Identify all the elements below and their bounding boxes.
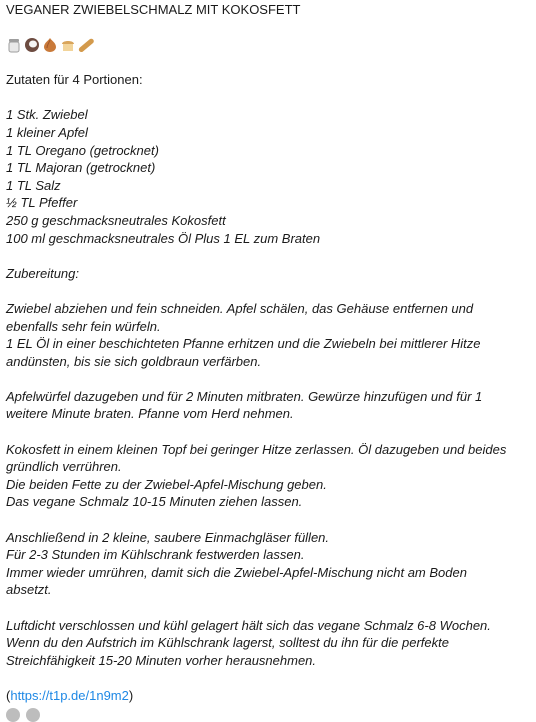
step-line: Streichfähigkeit 15-20 Minuten vorher herausnehmen.: [6, 652, 317, 668]
servings-heading: Zutaten für 4 Portionen:: [6, 72, 143, 88]
jar-icon: [6, 37, 22, 53]
step-paragraph-4: [6, 529, 530, 599]
step-line: ebenfalls sehr fein würfeln.: [6, 318, 161, 334]
step-line: absetzt.: [6, 582, 52, 598]
baguette-icon: [78, 37, 94, 53]
link-paren-open: (: [6, 687, 11, 703]
step-line: gründlich verrühren.: [6, 459, 122, 475]
source-link[interactable]: https://t1p.de/1n9m2: [10, 687, 129, 703]
bread-icon: [60, 37, 76, 53]
step-paragraph-5: [6, 617, 530, 670]
coconut-icon: [24, 37, 40, 53]
step-line: Für 2-3 Stunden im Kühlschrank festwerden lassen.: [6, 547, 305, 563]
reaction-icon[interactable]: [6, 708, 20, 722]
step-line: weitere Minute braten. Pfanne vom Herd nehmen.: [6, 406, 294, 422]
ingredient-item: 250 g geschmacksneutrales Kokosfett: [6, 212, 226, 228]
ingredient-item: 1 Stk. Zwiebel: [6, 107, 88, 123]
step-line: Wenn du den Aufstrich im Kühlschrank lagerst, solltest du ihn für die perfekte: [6, 635, 449, 651]
step-line: Luftdicht verschlossen und kühl gelagert hält sich das vegane Schmalz 6-8 Wochen.: [6, 617, 491, 633]
step-line: Zwiebel abziehen und fein schneiden. Apfel schälen, das Gehäuse entfernen und: [6, 300, 474, 316]
link-paren-close: ): [128, 687, 134, 703]
step-line: Apfelwürfel dazugeben und für 2 Minuten mitbraten. Gewürze hinzufügen und für 1: [6, 388, 483, 404]
emoji-row: [6, 36, 530, 54]
step-paragraph-2: [6, 388, 530, 423]
step-line: Immer wieder umrühren, damit sich die Zwiebel-Apfel-Mischung nicht am Boden: [6, 564, 467, 580]
step-line: Anschließend in 2 kleine, saubere Einmachgläser füllen.: [6, 529, 330, 545]
step-paragraph-1: [6, 300, 530, 370]
ingredient-item: 1 kleiner Apfel: [6, 124, 88, 140]
ingredient-item: 1 TL Salz: [6, 177, 61, 193]
step-line: Kokosfett in einem kleinen Topf bei geringer Hitze zerlassen. Öl dazugeben und beides: [6, 441, 507, 457]
ingredient-item: 1 TL Majoran (getrocknet): [6, 160, 156, 176]
ingredient-list: [6, 106, 530, 247]
post-title: VEGANER ZWIEBELSCHMALZ MIT KOKOSFETT: [6, 2, 301, 17]
reaction-row: [6, 708, 40, 722]
onion-icon: [42, 37, 58, 53]
step-line: Die beiden Fette zu der Zwiebel-Apfel-Mischung geben.: [6, 476, 327, 492]
ingredient-item: 1 TL Oregano (getrocknet): [6, 142, 159, 158]
source-link-line: [6, 687, 530, 705]
prep-heading: Zubereitung:: [6, 265, 79, 281]
step-line: Das vegane Schmalz 10-15 Minuten ziehen lassen.: [6, 494, 303, 510]
ingredient-item: ½ TL Pfeffer: [6, 195, 78, 211]
step-line: 1 EL Öl in einer beschichteten Pfanne erhitzen und die Zwiebeln bei mittlerer Hitze: [6, 336, 481, 352]
ingredient-item: 100 ml geschmacksneutrales Öl Plus 1 EL zum Braten: [6, 230, 321, 246]
step-paragraph-3: [6, 441, 530, 511]
step-line: andünsten, bis sie sich goldbraun verfärben.: [6, 353, 262, 369]
reaction-icon[interactable]: [26, 708, 40, 722]
